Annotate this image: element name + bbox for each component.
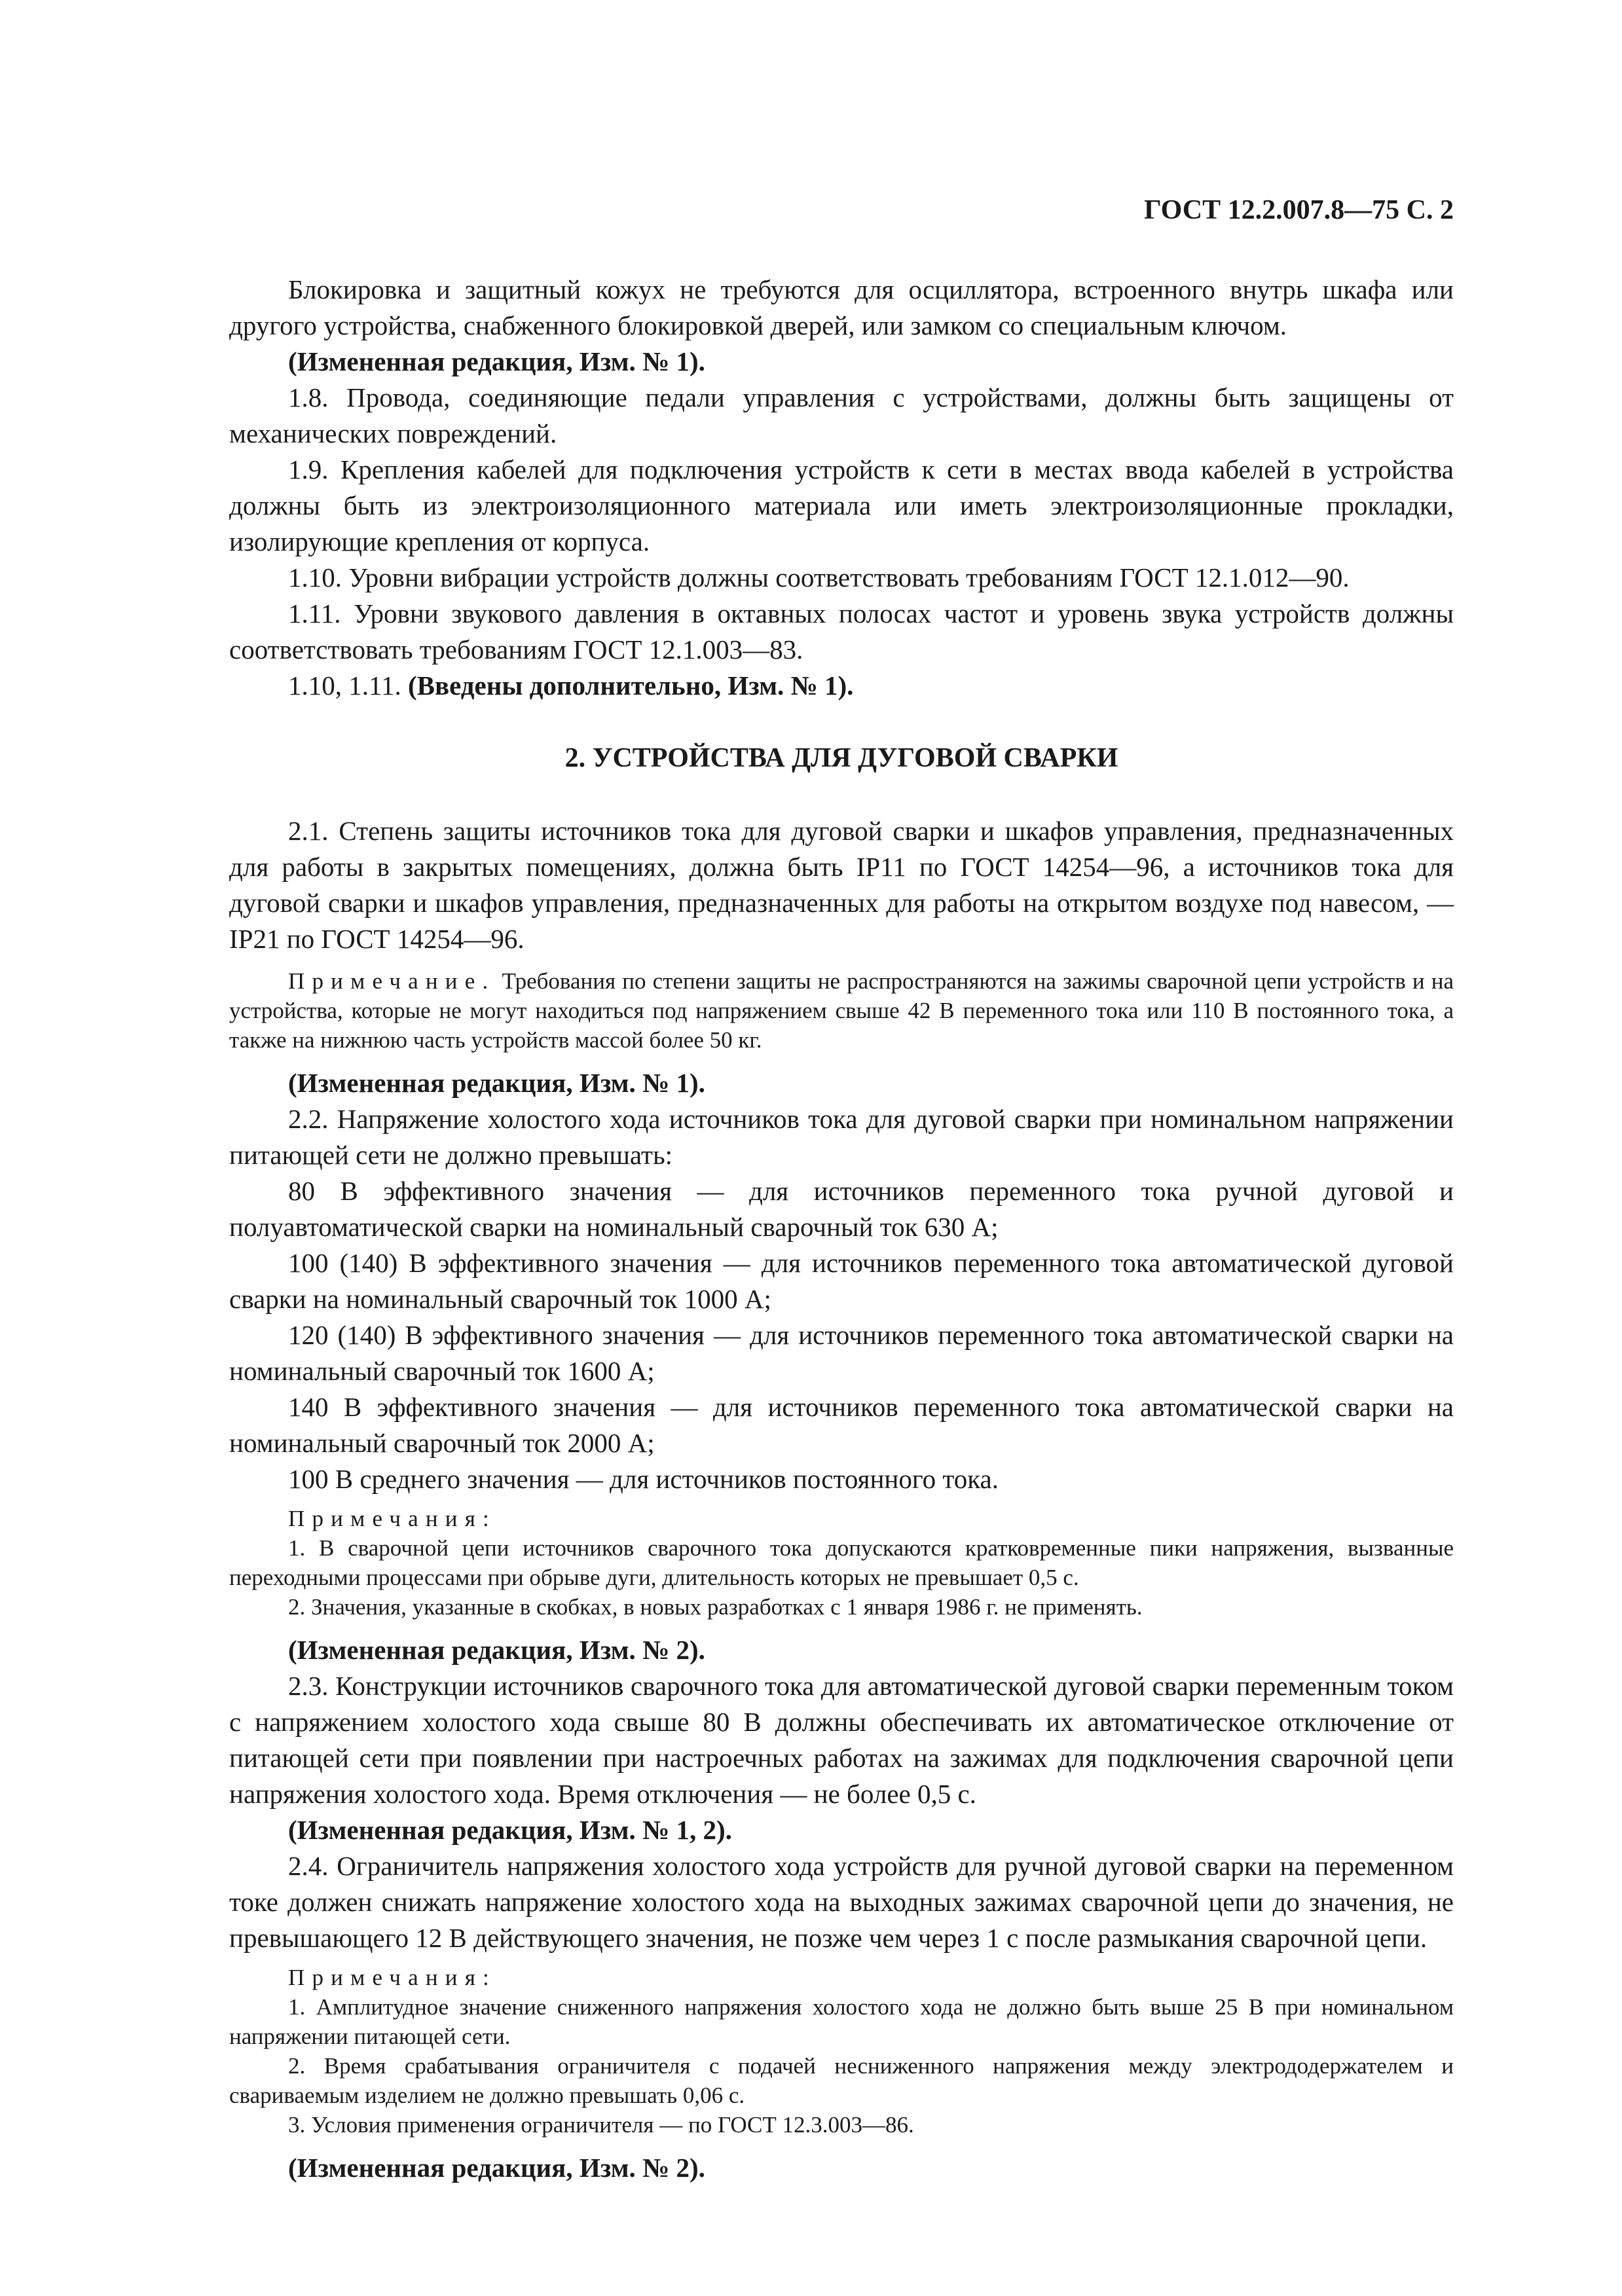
clause-2-3: 2.3. Конструкции источников сварочного тока для автоматической дуговой сварки переменным током с напряжением холостого хода свыше 80 В должны обеспечивать их автоматическое отключение от питающей сети при появлении при настроечных работах на зажимах для подключения сварочной цепи напряжения холостого хода. Время отключения — не более 0,5 с. [229, 1671, 1454, 1809]
document-page [229, 183, 1454, 2186]
amendment-note: (Измененная редакция, Изм. № 1). [288, 1068, 705, 1098]
amendment-note: (Измененная редакция, Изм. № 2). [288, 2153, 705, 2183]
amendment-note: (Измененная редакция, Изм. № 1, 2). [288, 1815, 732, 1845]
voltage-100: 100 (140) В эффективного значения — для источников переменного тока автоматической дуговой сварки на номинальный сварочный ток 1000 А; [229, 1248, 1454, 1314]
paragraph-interlock: Блокировка и защитный кожух не требуются для осциллятора, встроенного внутрь шкафа или другого устройства, снабженного блокировкой дверей, или замком со специальным ключом. [229, 274, 1454, 340]
section-title: 2. УСТРОЙСТВА ДЛЯ ДУГОВОЙ СВАРКИ [564, 743, 1118, 773]
note-item: 3. Условия применения ограничителя — по ГОСТ 12.3.003—86. [288, 2112, 914, 2138]
amendment-note: (Измененная редакция, Изм. № 2). [288, 1635, 705, 1665]
notes-label: Примечания: [288, 1506, 496, 1531]
clause-1-8: 1.8. Провода, соединяющие педали управления с устройствами, должны быть защищены от механических повреждений. [229, 382, 1454, 448]
page-header: ГОСТ 12.2.007.8—75 С. 2 [1143, 195, 1454, 225]
notes-2-4 [229, 1963, 1454, 2140]
clause-1-9: 1.9. Крепления кабелей для подключения устройств к сети в местах ввода кабелей в устройства должны быть из электроизоляционного материала или иметь электроизоляционные прокладки, изолирующие крепления от корпуса. [229, 454, 1454, 556]
clause-2-1: 2.1. Степень защиты источников тока для дуговой сварки и шкафов управления, предназначенных для работы в закрытых помещениях, должна быть IP11 по ГОСТ 14254—96, а источников тока для дуговой сварки и шкафов управления, предназначенных для работы на открытом воздухе под навесом, — IP21 по ГОСТ 14254—96. [229, 816, 1454, 954]
voltage-100-dc: 100 В среднего значения — для источников постоянного тока. [288, 1464, 999, 1494]
clause-added-note [229, 668, 1454, 704]
notes-2-2 [229, 1504, 1454, 1622]
note-2-1 [229, 966, 1454, 1055]
voltage-120: 120 (140) В эффективного значения — для источников переменного тока автоматической сварки на номинальный сварочный ток 1600 А; [229, 1320, 1454, 1386]
clause-2-2: 2.2. Напряжение холостого хода источников тока для дуговой сварки при номинальном напряжении питающей сети не должно превышать: [229, 1104, 1454, 1170]
voltage-80: 80 В эффективного значения — для источников переменного тока ручной дуговой и полуавтоматической сварки на номинальный сварочный ток 630 А; [229, 1176, 1454, 1242]
clause-added-bold: (Введены дополнительно, Изм. № 1). [407, 670, 854, 701]
note-item: 2. Значения, указанные в скобках, в новых разработках с 1 января 1986 г. не применять. [288, 1594, 1143, 1620]
clause-added-prefix: 1.10, 1.11. [288, 670, 408, 701]
amendment-note: (Измененная редакция, Изм. № 1). [288, 346, 705, 376]
clause-1-10: 1.10. Уровни вибрации устройств должны соответствовать требованиям ГОСТ 12.1.012—90. [288, 562, 1350, 592]
note-item: 1. В сварочной цепи источников сварочного тока допускаются кратковременные пики напряжения, вызванные переходными процессами при обрыве дуги, длительность которых не превышает 0,5 с. [229, 1535, 1454, 1590]
voltage-140: 140 В эффективного значения — для источников переменного тока автоматической сварки на номинальный сварочный ток 2000 А; [229, 1392, 1454, 1458]
note-label: Примечание. [288, 968, 496, 994]
note-item: 1. Амплитудное значение сниженного напряжения холостого хода не должно быть выше 25 В при номинальном напряжении питающей сети. [229, 1994, 1454, 2049]
clause-1-11: 1.11. Уровни звукового давления в октавных полосах частот и уровень звука устройств должны соответствовать требованиям ГОСТ 12.1.003—83. [229, 598, 1454, 665]
clause-2-4: 2.4. Ограничитель напряжения холостого хода устройств для ручной дуговой сварки на переменном токе должен снижать напряжение холостого хода на выходных зажимах сварочной цепи до значения, не превышающего 12 В действующего значения, не позже чем через 1 с после размыкания сварочной цепи. [229, 1851, 1454, 1953]
note-item: 2. Время срабатывания ограничителя с подачей несниженного напряжения между электрододержателем и свариваемым изделием не должно превышать 0,06 с. [229, 2053, 1454, 2108]
note-text: Требования по степени защиты не распространяются на зажимы сварочной цепи устройств и на устройства, которые не могут находиться под напряжением свыше 42 В переменного тока или 110 В постоянного тока, а также на нижнюю часть устройств массой более 50 кг. [229, 968, 1454, 1053]
notes-label: Примечания: [288, 1965, 496, 1990]
